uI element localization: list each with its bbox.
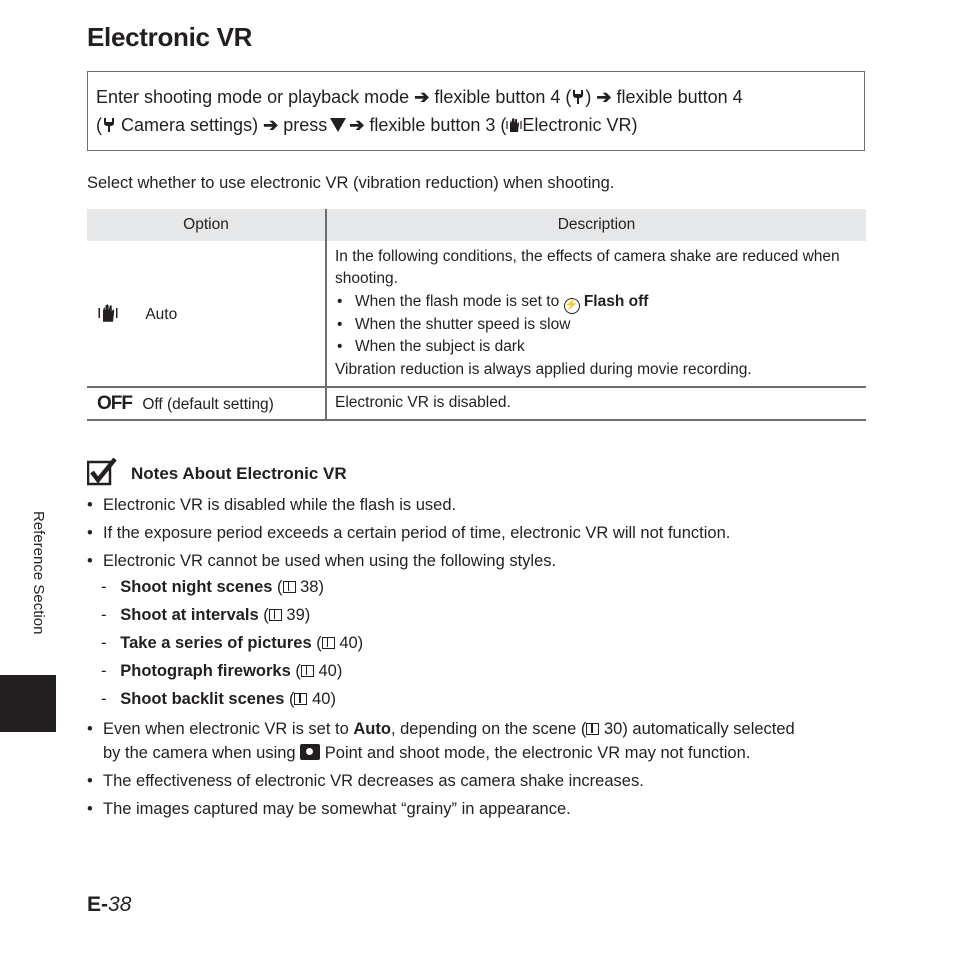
nav-text: Enter shooting mode or playback mode <box>96 87 410 107</box>
nav-line-1 <box>96 86 743 108</box>
page-title: Electronic VR <box>87 22 253 52</box>
style-item: - Shoot backlit scenes ( 40) <box>101 690 336 708</box>
book-icon <box>269 609 282 621</box>
style-item: - Shoot at intervals ( 39) <box>101 606 311 624</box>
nav-text: Camera settings) <box>121 115 259 135</box>
style-item: - Take a series of pictures ( 40) <box>101 634 364 652</box>
style-page: 39 <box>286 606 305 624</box>
bullet-text: Point and shoot mode, the electronic VR may not function. <box>320 744 751 762</box>
scene-page: 30 <box>603 720 623 738</box>
bullet-text: If the exposure period exceeds a certain period of time, electronic VR will not function. <box>103 524 731 542</box>
list-item: • When the subject is dark <box>335 336 866 359</box>
list-item <box>335 291 866 314</box>
option-label-auto: Auto <box>145 306 178 323</box>
navigation-path-box <box>87 71 865 151</box>
nav-text: press <box>283 115 328 135</box>
style-name: Shoot at intervals <box>120 606 259 624</box>
arrow-icon: ➔ <box>596 87 612 107</box>
intro-text: Select whether to use electronic VR (vibration reduction) when shooting. <box>87 174 615 192</box>
description-cell-off: Electronic VR is disabled. <box>335 394 511 412</box>
table-header-row <box>87 209 866 241</box>
table-row-auto <box>87 241 866 387</box>
nav-text: ) <box>585 87 592 107</box>
style-page: 40 <box>339 634 358 652</box>
page-number: E-38 <box>87 893 132 916</box>
arrow-icon: ➔ <box>349 115 365 135</box>
option-cell-off <box>87 387 326 420</box>
bullet-text: When the flash mode is set to <box>355 292 564 310</box>
vr-hand-icon <box>97 303 119 323</box>
option-label-off: Off (default setting) <box>142 395 274 413</box>
bullet-text: Even when electronic VR is set to <box>103 720 354 738</box>
bullet-text: Electronic VR cannot be used when using the following styles. <box>103 552 557 570</box>
style-page: 38 <box>300 578 319 596</box>
style-name: Take a series of pictures <box>120 634 312 652</box>
bullet-text: Electronic VR is disabled while the flash is used. <box>103 496 457 514</box>
book-icon <box>301 665 314 677</box>
camera-icon <box>300 744 320 760</box>
description-intro: In the following conditions, the effects of camera shake are reduced when shooting. <box>335 247 840 288</box>
arrow-icon: ➔ <box>263 115 279 135</box>
style-name: Shoot backlit scenes <box>120 690 285 708</box>
style-page: 40 <box>318 662 337 680</box>
description-outro: Vibration reduction is always applied during movie recording. <box>335 360 752 378</box>
vr-hand-icon <box>506 117 522 133</box>
note-check-icon <box>87 457 117 486</box>
section-tab-marker <box>0 675 56 732</box>
down-triangle-icon <box>330 118 346 132</box>
options-table <box>87 209 866 421</box>
auto-label: Auto <box>353 720 391 738</box>
nav-text: Electronic VR) <box>522 115 638 135</box>
book-icon <box>294 693 307 705</box>
wrench-icon <box>571 89 585 105</box>
option-cell-auto <box>87 241 326 387</box>
side-section-label: Reference Section <box>30 511 47 635</box>
notes-title: Notes About Electronic VR <box>131 464 347 483</box>
book-icon <box>322 637 335 649</box>
column-header-description: Description <box>326 209 866 241</box>
book-icon <box>283 581 296 593</box>
nav-line-2 <box>96 114 637 136</box>
nav-text: ( <box>96 115 102 135</box>
style-item: - Photograph fireworks ( 40) <box>101 662 343 680</box>
page-number-value: 38 <box>108 893 132 916</box>
style-name: Shoot night scenes <box>120 578 273 596</box>
off-icon: OFF <box>97 392 132 414</box>
style-item: - Shoot night scenes ( 38) <box>101 578 324 596</box>
book-icon <box>586 723 599 735</box>
description-cell-auto <box>326 241 866 387</box>
nav-text: flexible button 4 ( <box>434 87 572 107</box>
flash-off-label: Flash off <box>583 292 649 310</box>
bullet-text: The images captured may be somewhat “grainy” in appearance. <box>103 800 571 818</box>
bullet-text: by the camera when using <box>103 744 301 762</box>
wrench-icon <box>102 117 116 133</box>
page-prefix: E <box>87 893 102 916</box>
bullet-text: ) automatically selected <box>622 720 795 738</box>
style-page: 40 <box>312 690 331 708</box>
arrow-icon: ➔ <box>414 87 430 107</box>
style-name: Photograph fireworks <box>120 662 291 680</box>
list-item: • When the shutter speed is slow <box>335 314 866 337</box>
nav-text: flexible button 3 ( <box>369 115 507 135</box>
flash-off-icon: ⚡ <box>564 298 580 314</box>
nav-text: flexible button 4 <box>616 87 743 107</box>
column-header-option: Option <box>87 209 326 241</box>
bullet-text: , depending on the scene ( <box>390 720 587 738</box>
table-row-off <box>87 387 866 420</box>
description-bullets <box>335 291 866 359</box>
bullet-text: The effectiveness of electronic VR decreases as camera shake increases. <box>103 772 644 790</box>
